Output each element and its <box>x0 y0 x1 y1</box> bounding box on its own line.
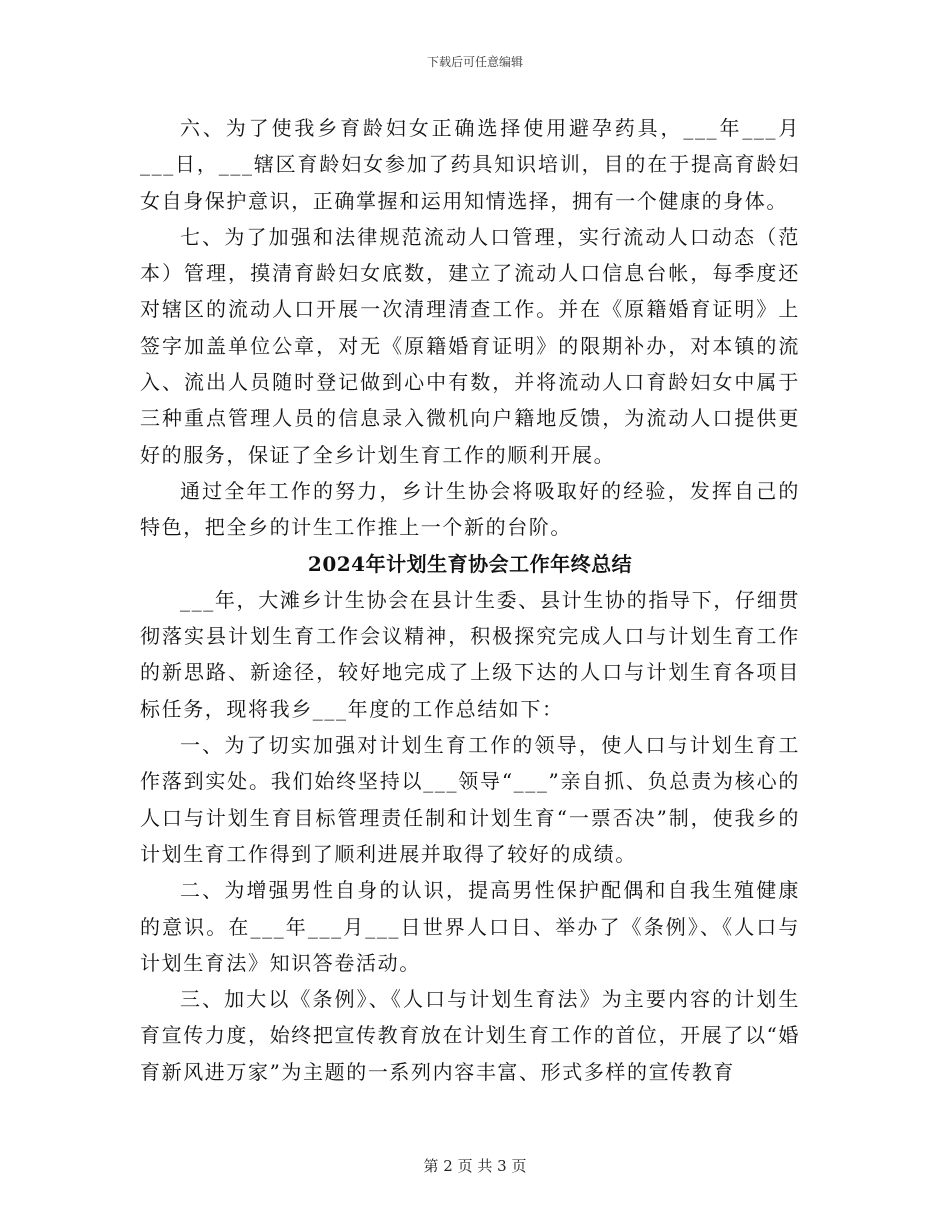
document-body <box>140 110 800 1090</box>
page-header: 下载后可任意编辑 <box>426 55 523 69</box>
page-footer: 第 2 页 共 3 页 <box>423 1157 527 1175</box>
paragraph-one: 一、为了切实加强对计划生育工作的领导，使人口与计划生育工作落到实处。我们始终坚持以___领导“___”亲自抓、负总责为核心的人口与计划生育目标管理责任制和计划生育“一票否决”制，使我乡的计划生育工作得到了顺利进展并取得了较好的成绩。 <box>140 733 800 866</box>
paragraph-six: 六、为了使我乡育龄妇女正确选择使用避孕药具，___年___月___日，___辖区育龄妇女参加了药具知识培训，目的在于提高育龄妇女自身保护意识，正确掌握和运用知情选择，拥有一个健康的身体。 <box>140 116 800 213</box>
paragraph-three: 三、加大以《条例》、《人口与计划生育法》为主要内容的计划生育宣传力度，始终把宣传教育放在计划生育工作的首位，开展了以“婚育新风进万家”为主题的一系列内容丰富、形式多样的宣传教育 <box>140 987 800 1084</box>
paragraph-two: 二、为增强男性自身的认识，提高男性保护配偶和自我生殖健康的意识。在___年___月___日世界人口日、举办了《条例》、《人口与计划生育法》知识答卷活动。 <box>140 878 800 975</box>
paragraph-seven: 七、为了加强和法律规范流动人口管理，实行流动人口动态（范本）管理，摸清育龄妇女底数，建立了流动人口信息台帐，每季度还对辖区的流动人口开展一次清理清查工作。并在《原籍婚育证明》上签字加盖单位公章，对无《原籍婚育证明》的限期补办，对本镇的流入、流出人员随时登记做到心中有数，并将流动人口育龄妇女中属于三种重点管理人员的信息录入微机向户籍地反馈，为流动人口提供更好的服务，保证了全乡计划生育工作的顺利开展。 <box>140 224 800 467</box>
paragraph-intro: ___年，大滩乡计生协会在县计生委、县计生协的指导下，仔细贯彻落实县计划生育工作会议精神，积极探究完成人口与计划生育工作的新思路、新途径，较好地完成了上级下达的人口与计划生育各项目标任务，现将我乡___年度的工作总结如下： <box>140 587 800 721</box>
paragraph-conclusion: 通过全年工作的努力，乡计生协会将吸取好的经验，发挥自己的特色，把全乡的计生工作推上一个新的台阶。 <box>140 478 800 540</box>
section-title: 2024年计划生育协会工作年终总结 <box>307 551 633 576</box>
